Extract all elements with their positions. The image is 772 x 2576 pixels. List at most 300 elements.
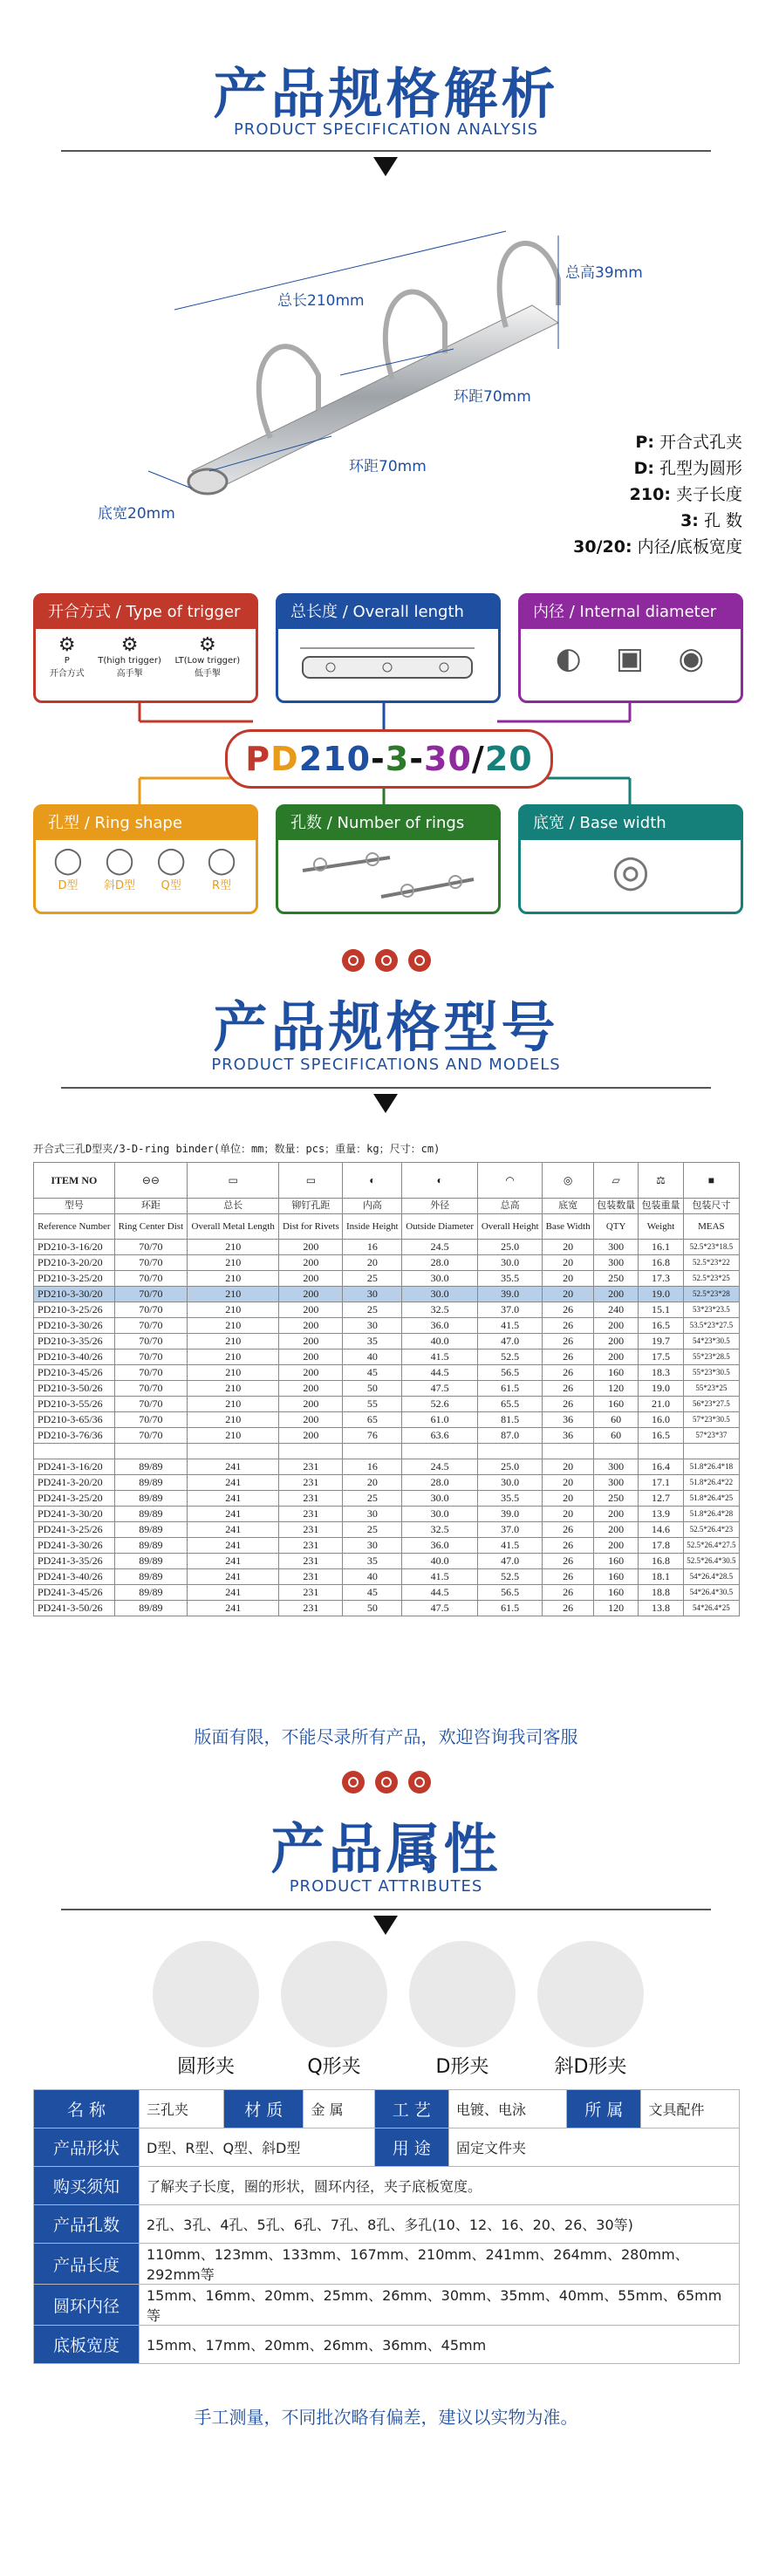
table-note: 版面有限，不能尽录所有产品，欢迎咨询我司客服 [194,1726,578,1747]
table-cell: 20 [543,1459,594,1475]
table-row [34,1365,740,1381]
table-cell: 37.0 [478,1522,543,1538]
table-cell: 30.0 [478,1255,543,1271]
table-cell: 36 [543,1428,594,1444]
table-cell: 210 [188,1412,279,1428]
dim-total-length: 总长210mm [277,292,365,310]
attr-row: 圆环内径 15mm、16mm、20mm、25mm、26mm、30mm、35mm、40mm、55mm、65mm等 [34,2285,740,2326]
table-cell: 16.4 [639,1459,683,1475]
section2-subtitle: PRODUCT SPECIFICATIONS AND MODELS [211,1056,561,1074]
table-cell: 70/70 [114,1271,187,1287]
table-cell [34,1444,115,1459]
table-cell: 200 [593,1349,638,1365]
table-cell: 70/70 [114,1365,187,1381]
table-cell: 250 [593,1491,638,1507]
header-cn: 底宽 [543,1199,594,1214]
box-diameter [518,593,743,703]
table-cell: 70/70 [114,1302,187,1318]
table-cell: 70/70 [114,1349,187,1365]
table-cell: PD210-3-45/26 [34,1365,115,1381]
shape-d: ◯ D型 [53,845,83,892]
table-cell: 30 [343,1318,402,1334]
table-cell: 210 [188,1240,279,1255]
table-cell: 200 [593,1522,638,1538]
table-cell: 70/70 [114,1381,187,1397]
table-cell: 25 [343,1271,402,1287]
table-cell: 51.8*26.4*22 [683,1475,739,1491]
table-cell: 81.5 [478,1412,543,1428]
table-row [34,1397,740,1412]
section2-title: 产品规格型号 [213,995,559,1059]
table-cell: 55 [343,1397,402,1412]
table-cell: 300 [593,1240,638,1255]
table-cell: 18.1 [639,1569,683,1585]
table-icon-row [34,1163,740,1199]
table-cell: 70/70 [114,1412,187,1428]
table-cell: 70/70 [114,1255,187,1271]
inside-height-icon: ◐ [343,1163,402,1199]
table-cell: 200 [279,1412,343,1428]
header-en: Base Width [543,1214,594,1240]
table-cell: PD241-3-25/20 [34,1491,115,1507]
table-cell: 210 [188,1334,279,1349]
table-cell: PD241-3-50/26 [34,1601,115,1616]
table-cell: 210 [188,1318,279,1334]
table-cell: 47.5 [402,1601,478,1616]
table-cell: 89/89 [114,1475,187,1491]
table-cell: 54*26.4*25 [683,1601,739,1616]
table-cell: 26 [543,1554,594,1569]
table-row [34,1412,740,1428]
table-cell: 70/70 [114,1318,187,1334]
table-cell: 200 [279,1349,343,1365]
table-cell: 210 [188,1381,279,1397]
table-cell: 70/70 [114,1397,187,1412]
table-cell: 52.5*23*18.5 [683,1240,739,1255]
binder-length-icon [296,641,479,690]
table-cell: 89/89 [114,1554,187,1569]
table-cell: 26 [543,1397,594,1412]
dim-ring-pitch-2: 环距70mm [349,458,427,475]
table-cell: 19.7 [639,1334,683,1349]
table-cell [188,1444,279,1459]
header-en: Overall Height [478,1214,543,1240]
header-cn: 包装重量 [639,1199,683,1214]
length-icon: ▭ [188,1163,279,1199]
table-cell: 17.1 [639,1475,683,1491]
table-cell: 28.0 [402,1475,478,1491]
base-ring-icon: ◎ [611,845,650,896]
box-rings [276,804,501,914]
table-cell: 35 [343,1334,402,1349]
clip-type-slanted-d: 斜D形夹 [554,2056,627,2078]
trigger-low: ⚙ LT(Low trigger) 低手掣 [174,634,241,679]
legend-d: D: 孔型为圆形 [633,459,742,478]
slanted-d-clip-image [537,1941,644,2047]
table-cell: 20 [543,1491,594,1507]
table-cell: 30.0 [402,1287,478,1302]
table-row [34,1240,740,1255]
table-cell: 231 [279,1569,343,1585]
weight-icon: ⚖ [639,1163,683,1199]
table-cell: 231 [279,1522,343,1538]
table-cell: 30 [343,1287,402,1302]
table-row [34,1554,740,1569]
table-cell: 25 [343,1302,402,1318]
table-cell: 35 [343,1554,402,1569]
table-cell: 19.0 [639,1287,683,1302]
table-cell: 160 [593,1397,638,1412]
table-row [34,1475,740,1491]
table-cell: 16.8 [639,1554,683,1569]
table-cell: 231 [279,1538,343,1554]
table-cell [114,1444,187,1459]
table-cell: 210 [188,1397,279,1412]
header-en: Reference Number [34,1214,115,1240]
ring-dist-icon: ⊖⊖ [114,1163,187,1199]
section1-subtitle: PRODUCT SPECIFICATION ANALYSIS [233,120,539,139]
table-cell: 210 [188,1349,279,1365]
round-clip-image [153,1941,259,2047]
ring-d-icon: ◐ [555,641,582,676]
table-header-cn [34,1199,740,1214]
table-cell: PD210-3-35/26 [34,1334,115,1349]
table-cell: 16.8 [639,1255,683,1271]
table-cell: 26 [543,1381,594,1397]
table-cell: 160 [593,1585,638,1601]
table-cell: 32.5 [402,1302,478,1318]
table-cell: 39.0 [478,1507,543,1522]
arrow-down-icon [373,1094,398,1113]
table-cell: 45 [343,1365,402,1381]
legend-inner-base: 30/20: 内径/底板宽度 [573,537,742,557]
table-cell: PD241-3-20/20 [34,1475,115,1491]
header-en: Weight [639,1214,683,1240]
shape-q: ◯ Q型 [156,845,186,892]
table-cell: 160 [593,1554,638,1569]
q-clip-image [281,1941,387,2047]
table-cell: 200 [593,1507,638,1522]
table-cell: 25 [343,1522,402,1538]
box-base [518,804,743,914]
legend-p: P: 开合式孔夹 [635,433,742,452]
table-cell: 200 [279,1318,343,1334]
table-cell: 52.5*23*25 [683,1271,739,1287]
header-cn: 环距 [114,1199,187,1214]
table-cell: 61.0 [402,1412,478,1428]
table-cell: 240 [593,1302,638,1318]
table-cell: PD241-3-16/20 [34,1459,115,1475]
clip-type-q: Q形夹 [307,2056,361,2078]
table-cell: 35.5 [478,1491,543,1507]
table-row [34,1601,740,1616]
table-cell: 241 [188,1522,279,1538]
table-row [34,1271,740,1287]
table-cell: 52.5*23*28 [683,1287,739,1302]
table-cell: PD210-3-16/20 [34,1240,115,1255]
decor-dots [0,1771,772,1797]
attributes-note: 手工测量，不同批次略有偏差，建议以实物为准。 [194,2407,578,2428]
spec-table [33,1162,740,1616]
table-cell: 53*23*23.5 [683,1302,739,1318]
table-cell: 24.5 [402,1240,478,1255]
header-en: Inside Height [343,1214,402,1240]
box-length-title: 总长度 / Overall length [278,596,498,629]
table-cell: PD210-3-76/36 [34,1428,115,1444]
table-cell: 36 [543,1412,594,1428]
table-cell: 55*23*28.5 [683,1349,739,1365]
table-cell: 231 [279,1491,343,1507]
table-cell: 76 [343,1428,402,1444]
table-row [34,1349,740,1365]
table-cell: 89/89 [114,1491,187,1507]
table-cell: 300 [593,1459,638,1475]
table-caption: 开合式三孔D型夹/3-D-ring binder(单位：mm；数量：pcs；重量：kg；尺寸：cm) [33,1143,441,1155]
table-cell: 26 [543,1569,594,1585]
table-cell: 52.5*26.4*30.5 [683,1554,739,1569]
table-cell: 35.5 [478,1271,543,1287]
table-cell: 20 [543,1271,594,1287]
table-cell: 231 [279,1459,343,1475]
table-cell: 32.5 [402,1522,478,1538]
clip-type-d: D形夹 [435,2056,489,2078]
table-cell: PD241-3-35/26 [34,1554,115,1569]
table-cell: 26 [543,1538,594,1554]
table-cell: PD241-3-30/26 [34,1538,115,1554]
attributes-table [33,2089,740,2364]
table-row [34,1334,740,1349]
table-cell: PD210-3-25/20 [34,1271,115,1287]
table-cell: 36.0 [402,1538,478,1554]
table-cell [593,1444,638,1459]
table-cell [343,1444,402,1459]
shape-slanted-d: ◯ 斜D型 [104,845,136,892]
table-cell: PD210-3-40/26 [34,1349,115,1365]
table-cell: 51.8*26.4*25 [683,1491,739,1507]
header-en: Dist for Rivets [279,1214,343,1240]
table-cell: 16.0 [639,1412,683,1428]
table-cell: 51.8*26.4*28 [683,1507,739,1522]
table-cell: 19.0 [639,1381,683,1397]
table-row [34,1444,740,1459]
table-cell: 30.0 [402,1507,478,1522]
attr-row: 产品孔数 2孔、3孔、4孔、5孔、6孔、7孔、8孔、多孔(10、12、16、20、26、30等) [34,2205,740,2244]
table-cell: 70/70 [114,1287,187,1302]
attr-row: 产品长度 110mm、123mm、133mm、167mm、210mm、241mm、264mm、280mm、292mm等 [34,2244,740,2285]
table-cell: 70/70 [114,1240,187,1255]
table-cell: 30 [343,1507,402,1522]
dim-total-height: 总高39mm [565,264,643,282]
table-cell: 87.0 [478,1428,543,1444]
divider [61,1909,711,1910]
ring-side-icon: ▣ [615,641,645,676]
binders-rings-icon [294,849,482,905]
table-cell: 16.5 [639,1318,683,1334]
table-cell: 200 [593,1334,638,1349]
table-cell: 210 [188,1287,279,1302]
attr-row: 购买须知 了解夹子长度，圈的形状，圆环内径，夹子底板宽度。 [34,2167,740,2205]
model-code: PD210-3-30/20 [225,729,553,789]
table-cell: PD210-3-30/20 [34,1287,115,1302]
table-cell: 40.0 [402,1334,478,1349]
table-cell: PD241-3-25/26 [34,1522,115,1538]
table-cell: 200 [279,1334,343,1349]
table-cell: 52.5 [478,1349,543,1365]
table-row [34,1585,740,1601]
table-cell: 51.8*26.4*18 [683,1459,739,1475]
table-cell: 20 [343,1475,402,1491]
table-cell: 21.0 [639,1397,683,1412]
table-cell: 44.5 [402,1585,478,1601]
table-cell: 250 [593,1271,638,1287]
dim-base-width: 底宽20mm [98,505,175,523]
decor-dots [0,949,772,975]
item-no-cell: ITEM NO [34,1163,115,1199]
legend-rings: 3: 孔 数 [680,511,742,530]
table-cell [478,1444,543,1459]
table-cell: 89/89 [114,1538,187,1554]
box-base-title: 底宽 / Base width [521,807,741,840]
table-cell: 200 [279,1365,343,1381]
table-cell: 26 [543,1522,594,1538]
table-cell: 17.8 [639,1538,683,1554]
table-cell: 231 [279,1601,343,1616]
table-cell: 241 [188,1554,279,1569]
table-cell: 63.6 [402,1428,478,1444]
table-cell: 210 [188,1271,279,1287]
table-cell: 89/89 [114,1569,187,1585]
table-cell: 241 [188,1475,279,1491]
section3-subtitle: PRODUCT ATTRIBUTES [289,1877,483,1896]
table-cell: PD241-3-45/26 [34,1585,115,1601]
table-row [34,1428,740,1444]
header-cn: 总高 [478,1199,543,1214]
table-cell: 41.5 [402,1349,478,1365]
table-cell: 20 [543,1475,594,1491]
table-cell: 55*23*25 [683,1381,739,1397]
box-diameter-title: 内径 / Internal diameter [521,596,741,629]
table-cell: 13.9 [639,1507,683,1522]
table-cell: 231 [279,1554,343,1569]
table-cell: 89/89 [114,1507,187,1522]
table-cell: PD210-3-25/26 [34,1302,115,1318]
table-cell: 47.5 [402,1381,478,1397]
table-cell: 13.8 [639,1601,683,1616]
table-cell: 200 [279,1302,343,1318]
header-cn: 铆钉孔距 [279,1199,343,1214]
table-cell: 241 [188,1507,279,1522]
base-width-icon: ◎ [543,1163,594,1199]
table-cell: 231 [279,1585,343,1601]
table-cell: 40.0 [402,1554,478,1569]
table-row [34,1538,740,1554]
table-cell: 26 [543,1365,594,1381]
table-cell: 40 [343,1349,402,1365]
table-cell: 300 [593,1475,638,1491]
table-cell: 25.0 [478,1240,543,1255]
table-cell: 57*23*37 [683,1428,739,1444]
table-cell [543,1444,594,1459]
table-cell: 20 [543,1507,594,1522]
arrow-down-icon [373,1916,398,1935]
table-cell: 89/89 [114,1522,187,1538]
table-cell: PD210-3-55/26 [34,1397,115,1412]
table-cell: 54*23*30.5 [683,1334,739,1349]
table-cell: 47.0 [478,1554,543,1569]
table-cell: 300 [593,1255,638,1271]
table-cell: 18.8 [639,1585,683,1601]
table-cell: 210 [188,1365,279,1381]
header-en: QTY [593,1214,638,1240]
header-en: Outside Diameter [402,1214,478,1240]
table-cell: 41.5 [478,1318,543,1334]
table-cell: 17.3 [639,1271,683,1287]
header-en: MEAS [683,1214,739,1240]
table-cell [279,1444,343,1459]
table-cell: 200 [593,1538,638,1554]
table-row [34,1459,740,1475]
table-cell: 39.0 [478,1287,543,1302]
table-cell: 241 [188,1585,279,1601]
table-cell: 241 [188,1569,279,1585]
dim-ring-pitch-1: 环距70mm [454,388,531,406]
table-row [34,1491,740,1507]
table-cell: 200 [279,1255,343,1271]
box-trigger [33,593,258,703]
table-row [34,1522,740,1538]
table-cell: 231 [279,1475,343,1491]
header-cn: 总长 [188,1199,279,1214]
table-cell: 26 [543,1302,594,1318]
table-cell: 200 [279,1397,343,1412]
table-cell: 210 [188,1255,279,1271]
table-cell: 65.5 [478,1397,543,1412]
table-cell: 15.1 [639,1302,683,1318]
table-cell: 61.5 [478,1381,543,1397]
table-cell: 52.5*26.4*27.5 [683,1538,739,1554]
table-cell [402,1444,478,1459]
table-header-en [34,1214,740,1240]
table-cell: 52.5*23*22 [683,1255,739,1271]
table-cell: PD241-3-30/20 [34,1507,115,1522]
table-cell: 60 [593,1428,638,1444]
table-cell: 37.0 [478,1302,543,1318]
table-cell: 26 [543,1349,594,1365]
shape-r: ◯ R型 [207,845,236,892]
table-cell: 12.7 [639,1491,683,1507]
table-cell: 89/89 [114,1601,187,1616]
table-row [34,1287,740,1302]
table-row [34,1318,740,1334]
table-cell: 52.5 [478,1569,543,1585]
table-cell: 30.0 [478,1475,543,1491]
table-cell [639,1444,683,1459]
clip-type-round: 圆形夹 [176,2056,235,2078]
ring-round-icon: ◉ [678,641,705,676]
table-cell: 231 [279,1507,343,1522]
table-cell: 200 [279,1381,343,1397]
table-cell: 120 [593,1601,638,1616]
table-cell: 41.5 [402,1569,478,1585]
table-cell: 55*23*30.5 [683,1365,739,1381]
table-cell: PD210-3-50/26 [34,1381,115,1397]
table-cell: 241 [188,1601,279,1616]
rivet-icon: ▭ [279,1163,343,1199]
table-row [34,1255,740,1271]
table-cell: 24.5 [402,1459,478,1475]
trigger-high: ⚙ T(high trigger) 高手掣 [98,634,161,679]
table-cell: 40 [343,1569,402,1585]
